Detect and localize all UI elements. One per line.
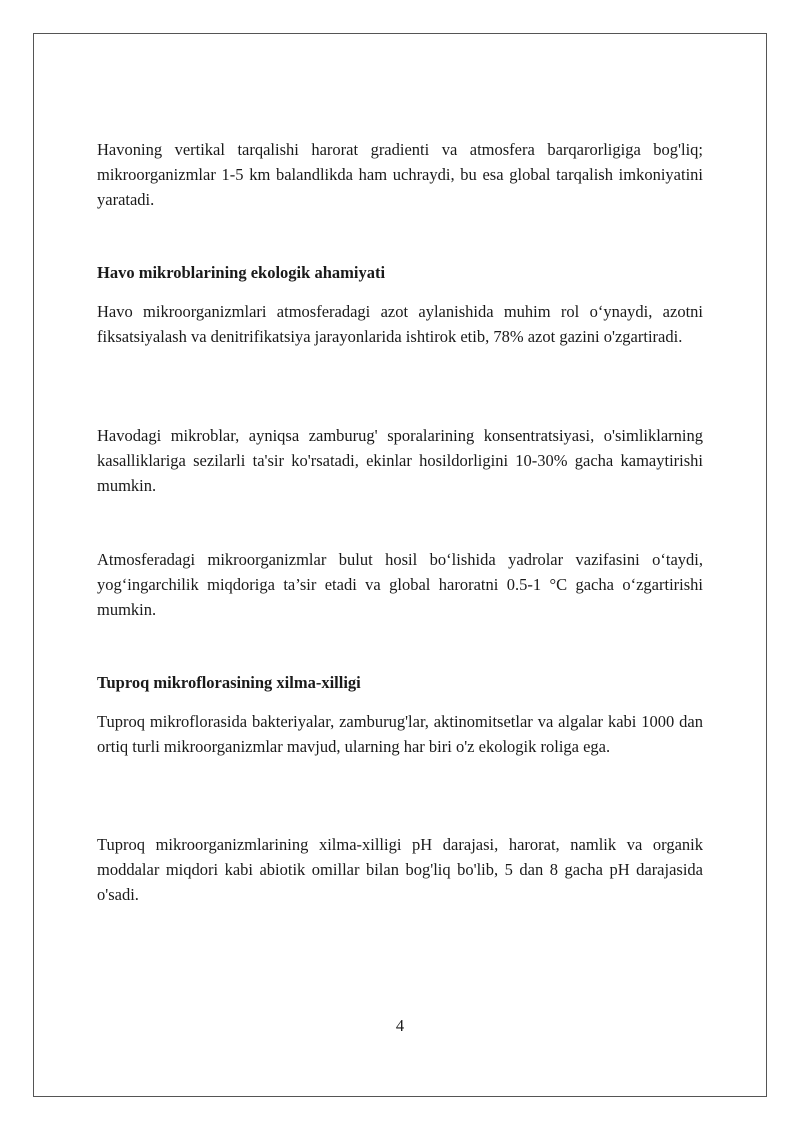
paragraph-cloud-formation: Atmosferadagi mikroorganizmlar bulut hosil bo‘lishida yadrolar vazifasini o‘taydi, yog‘ingarchilik miqdoriga ta’sir etadi va global haroratni 0.5-1 °C gacha o‘zgartirishi mumkin. — [97, 550, 703, 619]
section-heading-air-microbes: Havo mikroblarining ekologik ahamiyati — [97, 263, 386, 282]
paragraph-nitrogen-cycle: Havo mikroorganizmlari atmosferadagi azot aylanishida muhim rol o‘ynaydi, azotni fiksatsiyalash va denitrifikatsiya jarayonlarida ishtirok etib, 78% azot gazini o'zgartiradi. — [97, 302, 703, 346]
paragraph-vertical-distribution: Havoning vertikal tarqalishi harorat gradienti va atmosfera barqarorligiga bog'liq; mikroorganizmlar 1-5 km balandlikda ham uchraydi, bu esa global tarqalish imkoniyatini yaratadi. — [97, 140, 703, 209]
paragraph-soil-diversity: Tuproq mikroflorasida bakteriyalar, zamburug'lar, aktinomitsetlar va algalar kabi 1000 dan ortiq turli mikroorganizmlar mavjud, ularning har biri o'z ekologik roliga ega. — [97, 712, 703, 756]
paragraph-fungal-spores: Havodagi mikroblar, ayniqsa zamburug' sporalarining konsentratsiyasi, o'simliklarning kasalliklariga sezilarli ta'sir ko'rsatadi, ekinlar hosildorligini 10-30% gacha kamaytirishi mumkin. — [97, 426, 703, 495]
paragraph-soil-ph: Tuproq mikroorganizmlarining xilma-xilligi pH darajasi, harorat, namlik va organik moddalar miqdori kabi abiotik omillar bilan bog'liq bo'lib, 5 dan 8 gacha pH darajasida o'sadi. — [97, 835, 703, 904]
section-heading-soil-microflora: Tuproq mikroflorasining xilma-xilligi — [97, 673, 361, 692]
page-number: 4 — [395, 1016, 405, 1035]
